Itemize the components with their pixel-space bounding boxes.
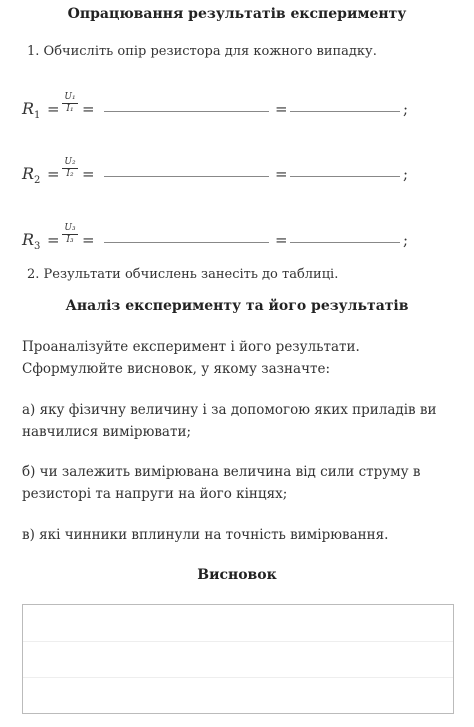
formula-r3-numerator: U₃ — [62, 223, 78, 235]
formula-r2-lhs: $R_2$ — [22, 164, 41, 187]
formula-r3-fraction — [62, 223, 78, 246]
formula-r1-lhs: $R_1$ — [22, 99, 41, 122]
processing-heading: Опрацювання результатів експерименту — [67, 6, 407, 22]
formula-r3-eq-2: = — [82, 231, 95, 249]
step-2-instruction: 2. Результати обчислень занесіть до таблиці. — [27, 267, 339, 282]
analysis-intro: Проаналізуйте експеримент і його результати. Сформулюйте висновок, у якому зазначте: — [22, 339, 360, 377]
formula-r2-numerator: U₂ — [62, 157, 78, 169]
formula-r1-denominator: I₁ — [66, 104, 74, 114]
conclusion-heading: Висновок — [197, 567, 277, 583]
conclusion-box-line — [23, 641, 453, 642]
analysis-heading: Аналіз експерименту та його результатів — [65, 298, 409, 314]
conclusion-answer-box[interactable] — [22, 604, 454, 714]
formula-r1-eq-3: = — [275, 100, 288, 118]
formula-r1-blank-2[interactable] — [290, 111, 400, 112]
formula-r2-eq-1: = — [47, 165, 60, 183]
formula-r3-semicolon: ; — [403, 231, 409, 249]
formula-r1-eq-1: = — [47, 100, 60, 118]
formula-r2-eq-3: = — [275, 165, 288, 183]
formula-r1-numerator: U₁ — [62, 92, 78, 104]
formula-r3-eq-1: = — [47, 231, 60, 249]
analysis-item-a: а) яку фізичну величину і за допомогою яких приладів ви навчилися вимірювати; — [22, 402, 437, 440]
formula-r3-lhs: $R_3$ — [22, 230, 41, 253]
formula-r3-blank-1[interactable] — [104, 242, 269, 243]
formula-r1-blank-1[interactable] — [104, 111, 269, 112]
formula-r2-semicolon: ; — [403, 165, 409, 183]
formula-r3 — [22, 223, 462, 253]
analysis-item-b: б) чи залежить вимірювана величина від сили струму в резисторі та напруги на його кінцях; — [22, 464, 421, 502]
formula-r2-eq-2: = — [82, 165, 95, 183]
formula-r1 — [22, 92, 462, 122]
formula-r2-blank-2[interactable] — [290, 176, 400, 177]
formula-r3-eq-3: = — [275, 231, 288, 249]
formula-r3-blank-2[interactable] — [290, 242, 400, 243]
conclusion-box-line — [23, 677, 453, 678]
formula-r2-denominator: I₂ — [66, 169, 74, 179]
formula-r2 — [22, 157, 462, 187]
formula-r1-semicolon: ; — [403, 100, 409, 118]
formula-r1-fraction — [62, 92, 78, 115]
formula-r2-blank-1[interactable] — [104, 176, 269, 177]
formula-r1-eq-2: = — [82, 100, 95, 118]
formula-r3-denominator: I₃ — [66, 235, 74, 245]
step-1-instruction: 1. Обчисліть опір резистора для кожного випадку. — [27, 44, 377, 59]
formula-r2-fraction — [62, 157, 78, 180]
analysis-item-c: в) які чинники вплинули на точність вимірювання. — [22, 527, 389, 543]
